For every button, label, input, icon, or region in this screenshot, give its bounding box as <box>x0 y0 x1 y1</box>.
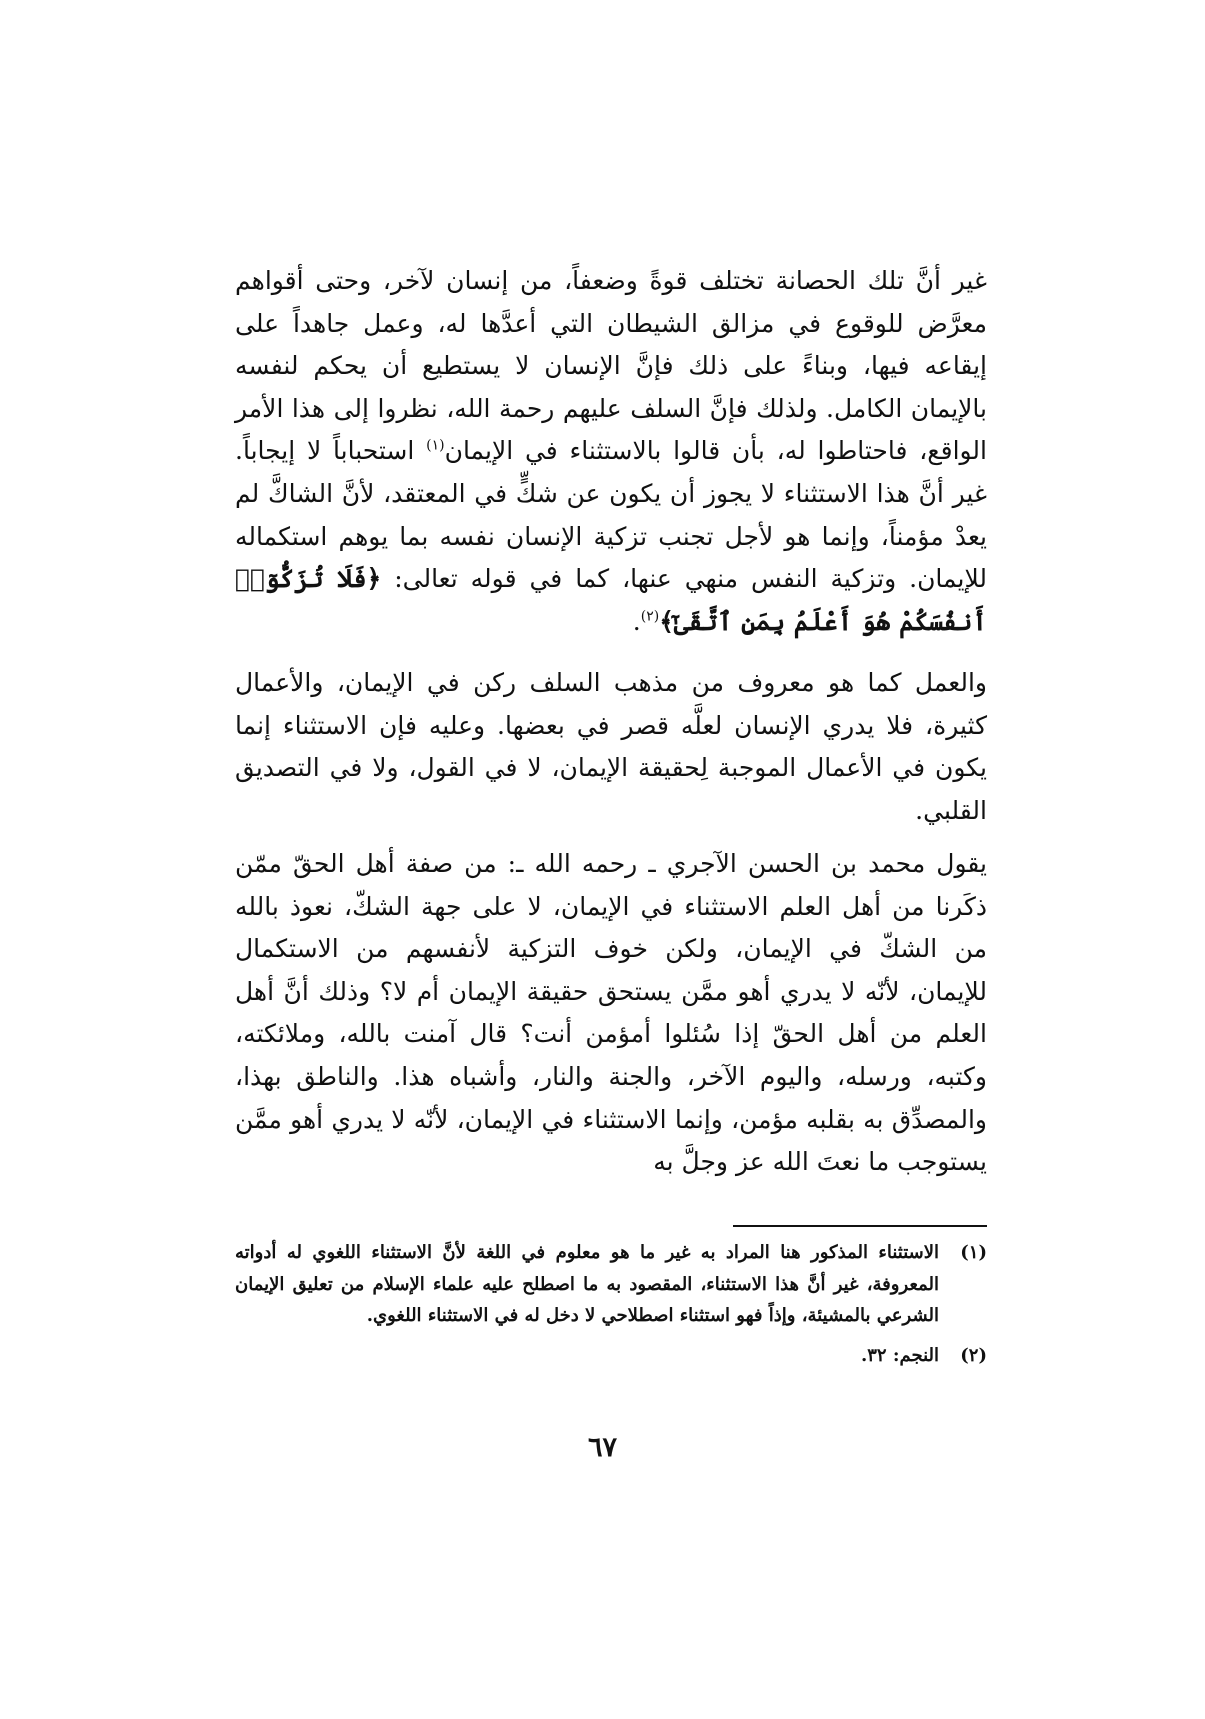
paragraph-1-text-a: غير أنَّ تلك الحصانة تختلف قوةً وضعفاً، من إنسان لآخر، وحتى أقواهم معرَّض للوقوع في مزالق الشيطان التي أعدَّها له، وعمل جاهداً على إيقاعه فيها، وبناءً على ذلك فإنَّ الإنسان لا يستطيع أن يحكم لنفسه بالإيمان الكامل. ولذلك فإنَّ السلف عليهم رحمة الله، نظروا إلى هذا الأمر الواقع، فاحتاطوا له، بأن قالوا بالاستثناء في الإيمان <box>235 266 987 466</box>
quran-verse: ﴿فَلَا تُزَكُّوٓا۟ أَنفُسَكُمْ هُوَ أَعْلَمُ بِمَنِ ٱتَّقَىٰٓ﴾ <box>235 564 987 636</box>
footnote-divider <box>733 1225 987 1227</box>
paragraph-1-text-c: . <box>632 606 641 636</box>
paragraph-2: والعمل كما هو معروف من مذهب السلف ركن في الإيمان، والأعمال كثيرة، فلا يدري الإنسان لعلَّه قصر في بعضها. وعليه فإن الاستثناء إنما يكون في الأعمال الموجبة لِحقيقة الإيمان، لا في القول، ولا في التصديق القلبي. <box>235 668 987 825</box>
paragraph-1-text-b: استحباباً لا إيجاباً. غير أنَّ هذا الاستثناء لا يجوز أن يكون عن شكٍّ في المعتقد، لأنَّ الشاكَّ لم يعدْ مؤمناً، وإنما هو لأجل تجنب تزكية الإنسان نفسه بما يوهم استكماله للإيمان. وتزكية النفس منهي عنها، كما في قوله تعالى: <box>235 436 987 594</box>
page-number: ٦٧ <box>587 1432 617 1463</box>
footnote-ref-1: (١) <box>426 438 445 455</box>
footnote-2-number: (٢) <box>960 1344 987 1366</box>
footnote-1 <box>235 1237 987 1332</box>
paragraph-1 <box>235 260 987 643</box>
footnote-ref-2: (٢) <box>640 608 660 625</box>
paragraph-3: يقول محمد بن الحسن الآجري ـ رحمه الله ـ: من صفة أهل الحقّ ممّن ذكَرنا من أهل العلم الاستثناء في الإيمان، لا على جهة الشكّ، نعوذ بالله من الشكّ في الإيمان، ولكن خوف التزكية لأنفسهم من الاستكمال للإيمان، لأنّه لا يدري أهو ممَّن يستحق حقيقة الإيمان أم لا؟ وذلك أنَّ أهل العلم من أهل الحقّ إذا سُئلوا أمؤمن أنت؟ قال آمنت بالله، وملائكته، وكتبه، ورسله، واليوم الآخر، والجنة والنار، وأشباه هذا. والناطق بهذا، والمصدِّق به بقلبه مؤمن، وإنما الاستثناء في الإيمان، لأنّه لا يدري أهو ممَّن يستوجب ما نعتَ الله عز وجلَّ به <box>235 849 987 1177</box>
footnote-1-text: الاستثناء المذكور هنا المراد به غير ما هو معلوم في اللغة لأنَّ الاستثناء اللغوي له أدواته المعروفة، غير أنَّ هذا الاستثناء، المقصود به ما اصطلح عليه علماء الإسلام من تعليق الإيمان الشرعي بالمشيئة، وإذاً فهو استثناء اصطلاحي لا دخل له في الاستثناء اللغوي. <box>235 1242 939 1326</box>
footnote-2-text: النجم: ٣٢. <box>860 1344 939 1366</box>
footnotes <box>235 1237 987 1379</box>
footnote-2 <box>235 1340 987 1372</box>
footnote-1-number: (١) <box>960 1242 987 1263</box>
